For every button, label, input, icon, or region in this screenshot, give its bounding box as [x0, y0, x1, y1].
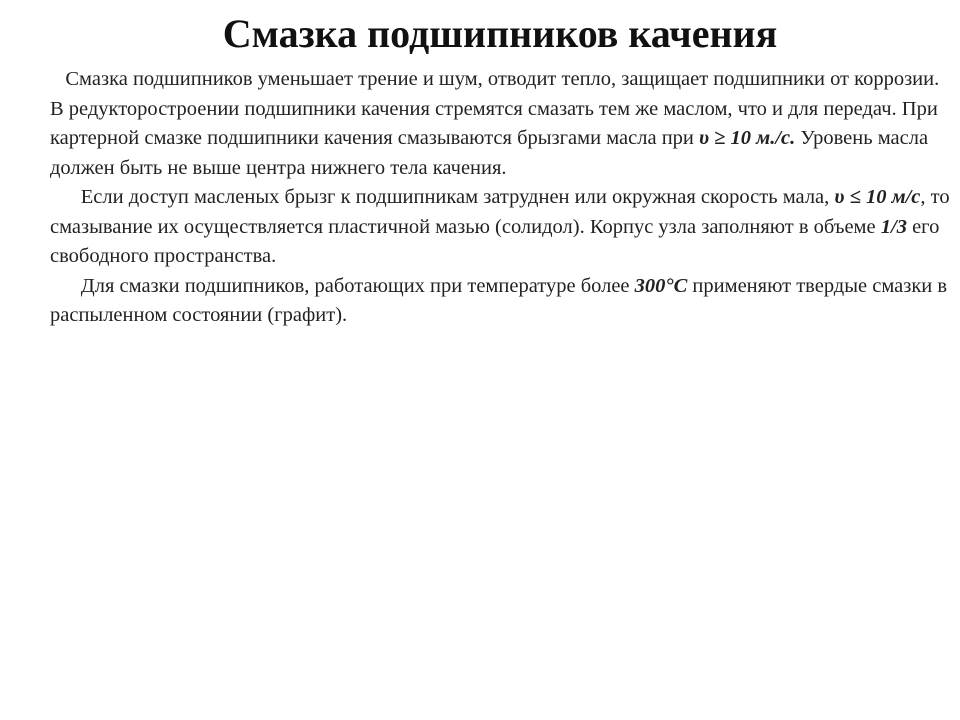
text-run: Смазка подшипников уменьшает трение и шум, отводит тепло, защищает подшипники от коррозии. В редукторостроении подшипники качения стремятся смазать тем же маслом, что и для передач. При картерной смазке подшипники качения смазываются брызгами масла при: [50, 68, 940, 149]
slide-body: [50, 65, 950, 331]
speed-formula-max: υ ≤ 10 м/с: [834, 186, 921, 208]
text-run: , то смазывание их осуществляется пластичной мазью (солидол). Корпус узла заполняют в объеме: [50, 186, 950, 238]
speed-formula-min: υ ≥ 10 м./с.: [699, 127, 796, 149]
paragraph-solid-lubrication: [50, 272, 950, 331]
slide-title: Смазка подшипников качения: [222, 11, 778, 56]
temperature-value: 300°С: [634, 274, 688, 297]
text-run: Для смазки подшипников, работающих при температуре более: [80, 274, 635, 297]
fill-fraction: 1/3: [880, 215, 907, 238]
paragraph-indent: [50, 65, 65, 95]
text-run: применяют твердые смазки в распыленном состоянии (графит).: [50, 274, 948, 326]
text-run: его свободного пространства.: [50, 215, 940, 267]
text-run: Уровень масла должен быть не выше центра нижнего тела качения.: [50, 127, 929, 179]
paragraph-indent: [50, 183, 81, 213]
paragraph-oil-lubrication: [50, 65, 950, 183]
paragraph-grease-lubrication: [50, 183, 950, 272]
text-run: Если доступ масленых брызг к подшипникам затруднен или окружная скорость мала,: [80, 186, 835, 208]
paragraph-indent: [50, 272, 81, 302]
